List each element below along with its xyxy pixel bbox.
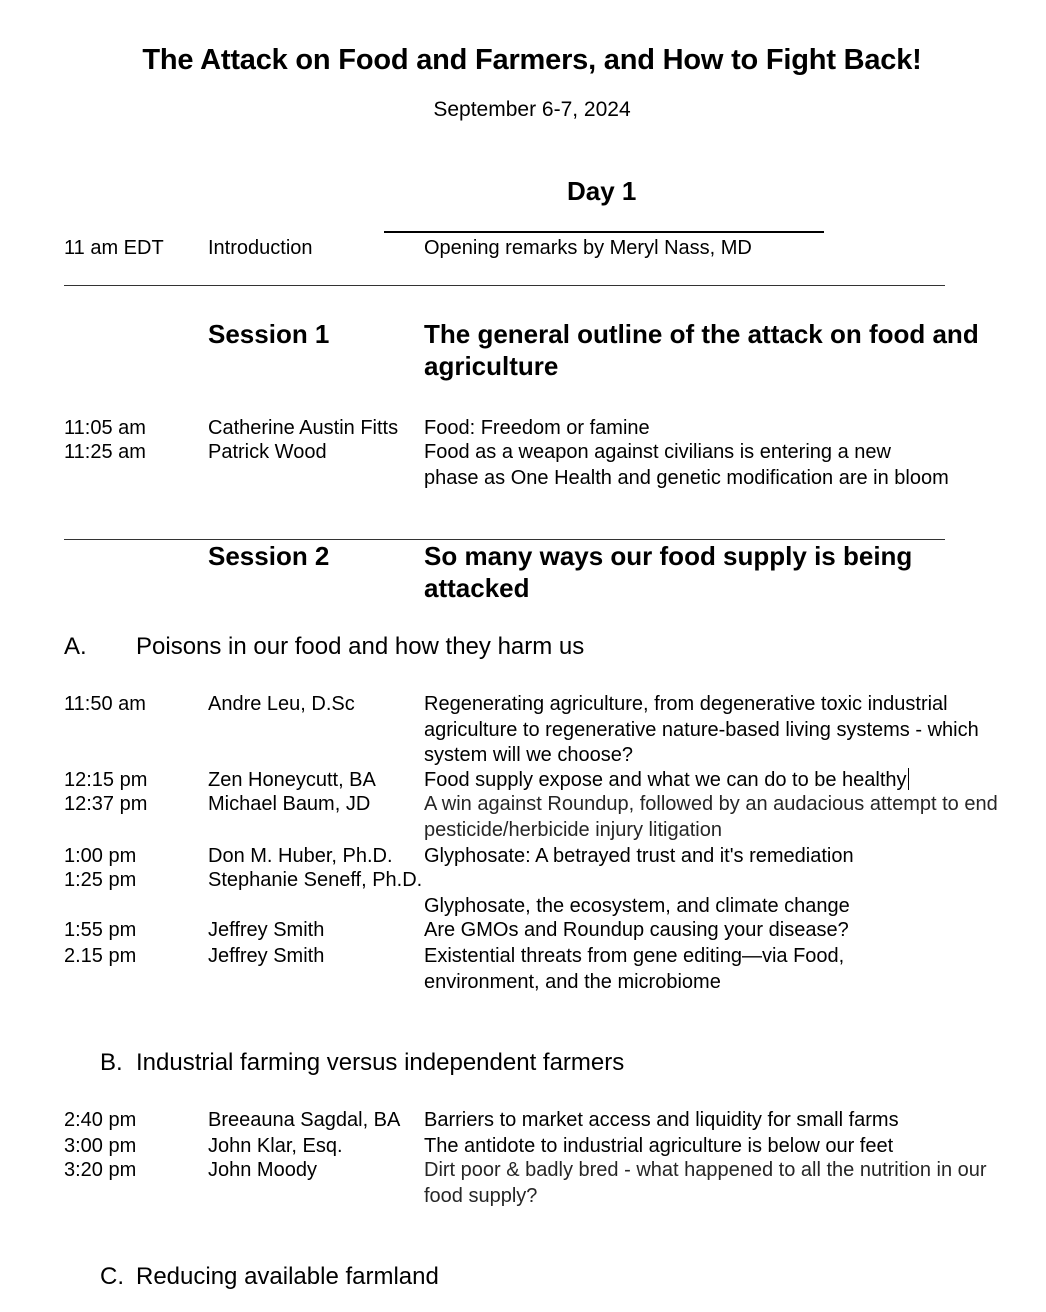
talk-speaker: John Moody (208, 1159, 317, 1181)
day-heading: Day 1 (567, 176, 637, 206)
talk-time: 2.15 pm (64, 945, 137, 967)
session-1-label: Session 1 (208, 319, 330, 349)
section-b-heading: Industrial farming versus independent farmers (136, 1049, 625, 1076)
talk-time: 12:37 pm (64, 793, 148, 815)
talk-time: 11:25 am (64, 441, 146, 463)
divider-line (384, 231, 824, 233)
talk-topic: Are GMOs and Roundup causing your disease? (424, 919, 849, 941)
section-a-heading: Poisons in our food and how they harm us (136, 633, 585, 660)
talk-topic: The antidote to industrial agriculture is below our feet (424, 1135, 894, 1157)
talk-speaker: Michael Baum, JD (208, 793, 371, 815)
talk-topic: Dirt poor & badly bred - what happened to all the nutrition in our food supply? (424, 1159, 987, 1207)
talk-time: 1:00 pm (64, 845, 137, 867)
session-2-label: Session 2 (208, 541, 330, 571)
talk-speaker: Andre Leu, D.Sc (208, 693, 355, 715)
talk-speaker: Jeffrey Smith (208, 945, 325, 967)
talk-topic: Existential threats from gene editing—via Food, environment, and the microbiome (424, 945, 845, 993)
talk-topic-text: Food supply expose and what we can do to be healthy (424, 769, 907, 791)
document-title: The Attack on Food and Farmers, and How to Fight Back! (142, 44, 922, 76)
section-b-letter: B. (100, 1049, 123, 1076)
talk-topic: Barriers to market access and liquidity for small farms (424, 1109, 899, 1131)
intro-description: Opening remarks by Meryl Nass, MD (424, 237, 752, 259)
talk-topic (424, 768, 1024, 794)
talk-time: 11:50 am (64, 693, 146, 715)
session-1-title: The general outline of the attack on food and agriculture (424, 319, 979, 381)
talk-time: 1:55 pm (64, 919, 137, 941)
intro-time: 11 am EDT (64, 237, 164, 259)
talk-time: 11:05 am (64, 417, 146, 439)
event-dates: September 6-7, 2024 (433, 98, 631, 121)
intro-label: Introduction (208, 237, 313, 259)
talk-topic: Food as a weapon against civilians is entering a new phase as One Health and genetic modification are in bloom (424, 441, 949, 489)
talk-topic: Glyphosate, the ecosystem, and climate change (424, 895, 850, 917)
talk-time: 12:15 pm (64, 769, 148, 791)
divider-line (64, 285, 945, 286)
talk-time: 2:40 pm (64, 1109, 137, 1131)
talk-speaker: Jeffrey Smith (208, 919, 325, 941)
talk-speaker: Stephanie Seneff, Ph.D. (208, 869, 423, 891)
talk-topic: Regenerating agriculture, from degenerative toxic industrial agriculture to regenerative nature-based living systems - which system will we choose? (424, 693, 979, 766)
talk-time: 1:25 pm (64, 869, 137, 891)
talk-time: 3:20 pm (64, 1159, 137, 1181)
talk-speaker: Don M. Huber, Ph.D. (208, 845, 393, 867)
talk-speaker: Patrick Wood (208, 441, 327, 463)
talk-time: 3:00 pm (64, 1135, 137, 1157)
text-cursor (908, 768, 909, 790)
talk-topic: Food: Freedom or famine (424, 417, 650, 439)
session-2-title: So many ways our food supply is being attacked (424, 541, 913, 603)
section-a-letter: A. (64, 633, 87, 660)
talk-topic: A win against Roundup, followed by an audacious attempt to end pesticide/herbicide injury litigation (424, 793, 998, 841)
talk-topic: Glyphosate: A betrayed trust and it's remediation (424, 845, 854, 867)
talk-speaker: Zen Honeycutt, BA (208, 769, 376, 791)
talk-speaker: John Klar, Esq. (208, 1135, 343, 1157)
section-c-letter: C. (100, 1263, 124, 1290)
talk-speaker: Catherine Austin Fitts (208, 417, 399, 439)
talk-speaker: Breeauna Sagdal, BA (208, 1109, 401, 1131)
section-c-heading: Reducing available farmland (136, 1263, 439, 1290)
